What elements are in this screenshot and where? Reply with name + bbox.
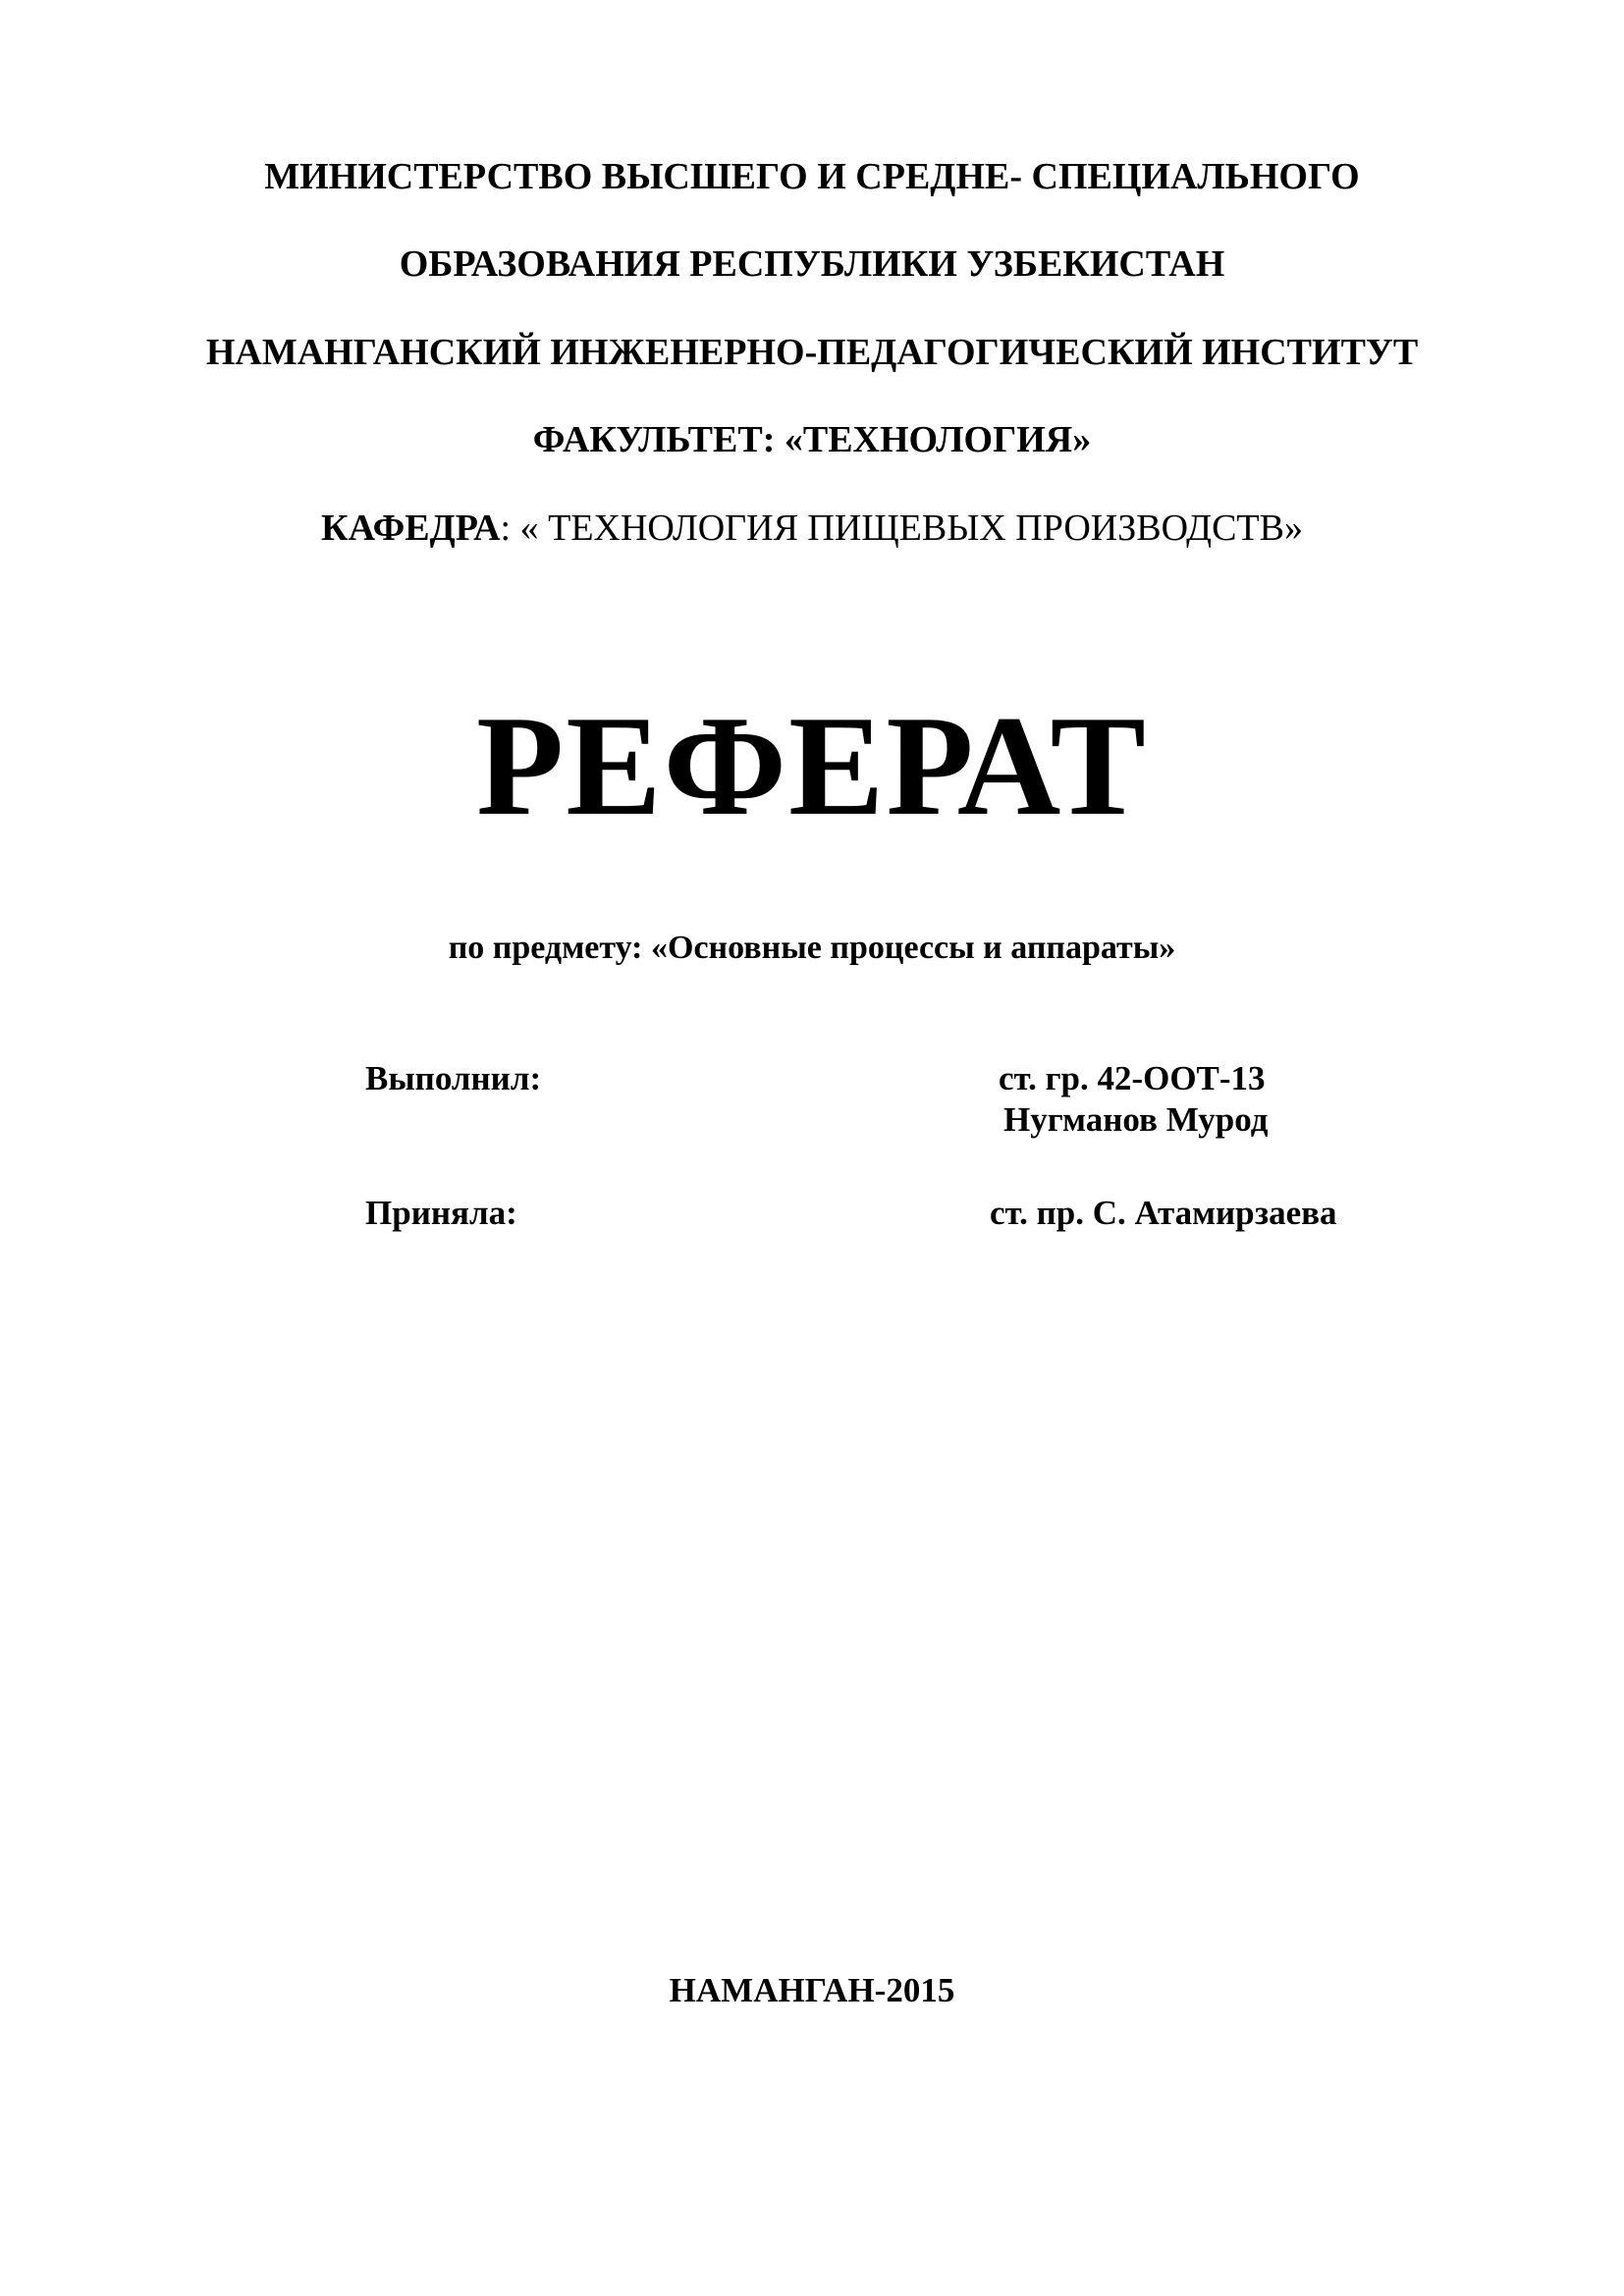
student-name: Нугманов Мурод — [1003, 1100, 1269, 1139]
department-line — [0, 506, 1624, 551]
subject-line: по предмету: «Основные процессы и аппараты» — [448, 930, 1176, 966]
ministry-line-1: МИНИСТЕРСТВО ВЫСШЕГО И СРЕДНЕ- СПЕЦИАЛЬНОГО — [264, 156, 1360, 197]
ministry-line-2: ОБРАЗОВАНИЯ РЕСПУБЛИКИ УЗБЕКИСТАН — [399, 243, 1225, 285]
city-year: НАМАНГАН-2015 — [669, 1971, 955, 2009]
student-group: ст. гр. 42-ООТ-13 — [999, 1059, 1266, 1097]
accepted-by-label: Приняла: — [365, 1194, 517, 1232]
faculty-name: ФАКУЛЬТЕТ: «ТЕХНОЛОГИЯ» — [532, 419, 1092, 460]
document-title: РЕФЕРАТ — [476, 686, 1148, 845]
institute-name: НАМАНГАНСКИЙ ИНЖЕНЕРНО-ПЕДАГОГИЧЕСКИЙ ИНСТИТУТ — [205, 332, 1419, 373]
department-value: : « ТЕХНОЛОГИЯ ПИЩЕВЫХ ПРОИЗВОДСТВ» — [500, 507, 1303, 549]
teacher-name: ст. пр. С. Атамирзаева — [990, 1194, 1337, 1232]
department-label: КАФЕДРА — [321, 507, 501, 549]
performed-by-label: Выполнил: — [365, 1059, 542, 1097]
